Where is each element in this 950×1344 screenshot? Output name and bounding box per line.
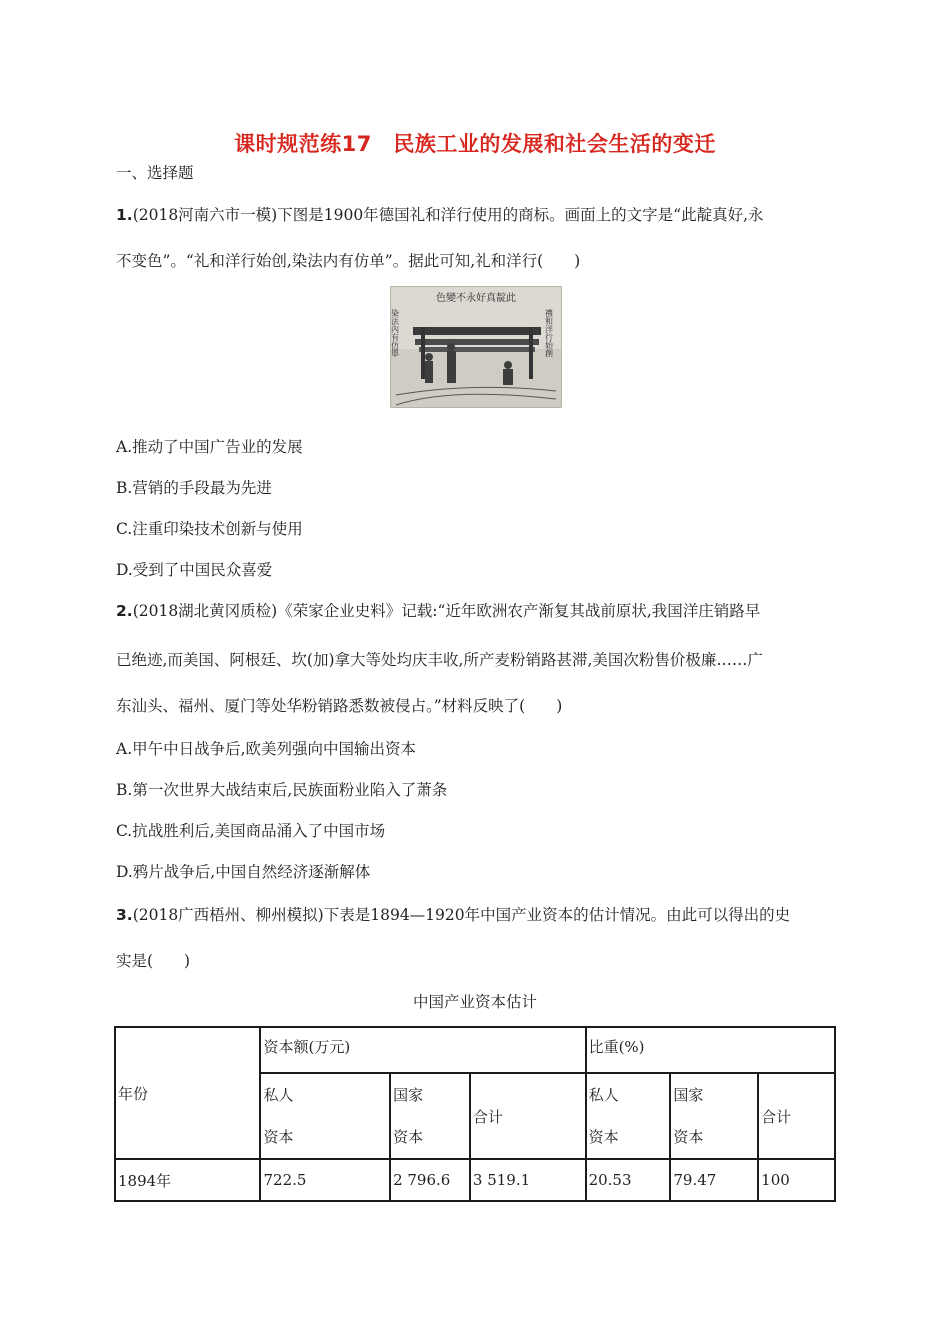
header-share-total: 合计 (758, 1073, 835, 1159)
table-caption: 中国产业资本估计 (412, 993, 537, 1011)
question-3-stem-2: 实是( ) (116, 952, 191, 970)
header-private-share (586, 1073, 671, 1159)
header-capital-amount: 资本额(万元) (260, 1027, 585, 1073)
cell-state-share: 79.47 (670, 1159, 758, 1201)
q2-option-b: B.第一次世界大战结束后,民族面粉业陷入了萧条 (116, 781, 448, 799)
trademark-illustration (391, 287, 561, 407)
header-private-line-2: 资本 (263, 1128, 294, 1146)
question-1-stem-2: 不变色”。“礼和洋行始创,染法内有仿单”。据此可知,礼和洋行( ) (116, 252, 581, 270)
q1-option-d: D.受到了中国民众喜爱 (116, 561, 273, 579)
question-2-number: 2. (116, 602, 133, 620)
cell-private-capital: 722.5 (260, 1159, 390, 1201)
question-2-stem-2: 已绝迹,而美国、阿根廷、坎(加)拿大等处均庆丰收,所产麦粉销路甚滞,美国次粉售价极廉……广 (116, 651, 763, 669)
header-state-line-2: 资本 (393, 1128, 424, 1146)
header-state-share-line-1: 国家 (673, 1086, 704, 1104)
q1-option-b: B.营销的手段最为先进 (116, 479, 272, 497)
capital-table (114, 1026, 836, 1202)
q2-option-a: A.甲午中日战争后,欧美列强向中国输出资本 (116, 740, 417, 758)
trademark-banner-text: 色變不永好真靛此 (436, 293, 516, 304)
header-state-share-line-2: 资本 (673, 1128, 704, 1146)
question-3-number: 3. (116, 906, 133, 924)
question-2-line-1 (116, 599, 760, 621)
page-title: 课时规范练17 民族工业的发展和社会生活的变迁 (234, 132, 716, 156)
cell-state-capital: 2 796.6 (390, 1159, 470, 1201)
header-state-capital (390, 1073, 470, 1159)
header-private-share-line-2: 资本 (588, 1128, 619, 1146)
header-state-line-1: 国家 (393, 1086, 424, 1104)
cell-year: 1894年 (115, 1159, 260, 1201)
question-1-line-1 (116, 203, 764, 225)
trademark-right-text: 禮和洋行始創 (544, 309, 554, 357)
q2-option-c: C.抗战胜利后,美国商品涌入了中国市场 (116, 822, 386, 840)
header-state-share (670, 1073, 758, 1159)
header-total: 合计 (470, 1073, 586, 1159)
question-3-stem-1: (2018广西梧州、柳州模拟)下表是1894—1920年中国产业资本的估计情况。由此可以得出的史 (132, 906, 791, 924)
q2-option-d: D.鸦片战争后,中国自然经济逐渐解体 (116, 863, 371, 881)
table-row (115, 1159, 835, 1201)
q1-option-a: A.推动了中国广告业的发展 (116, 438, 303, 456)
question-2-stem-1: (2018湖北黄冈质检)《荣家企业史料》记载:“近年欧洲农产渐复其战前原状,我国洋庄销路早 (132, 602, 761, 620)
section-heading: 一、选择题 (116, 164, 194, 182)
cell-total-capital: 3 519.1 (470, 1159, 586, 1201)
question-1-stem-1: (2018河南六市一模)下图是1900年德国礼和洋行使用的商标。画面上的文字是“此靛真好,永 (132, 206, 764, 224)
header-private-line-1: 私人 (263, 1086, 294, 1104)
trademark-image (390, 286, 562, 408)
header-private-share-line-1: 私人 (588, 1086, 619, 1104)
question-1-number: 1. (116, 206, 133, 224)
question-3-line-1 (116, 903, 790, 925)
cell-private-share: 20.53 (586, 1159, 671, 1201)
cell-total-share: 100 (758, 1159, 835, 1201)
header-year: 年份 (115, 1027, 260, 1159)
trademark-left-text: 染法內有仿單 (391, 309, 400, 357)
question-2-stem-3: 东汕头、福州、厦门等处华粉销路悉数被侵占。”材料反映了( ) (116, 697, 563, 715)
q1-option-c: C.注重印染技术创新与使用 (116, 520, 303, 538)
header-proportion: 比重(%) (586, 1027, 835, 1073)
header-private-capital (260, 1073, 390, 1159)
table-header-row-1 (115, 1027, 835, 1073)
